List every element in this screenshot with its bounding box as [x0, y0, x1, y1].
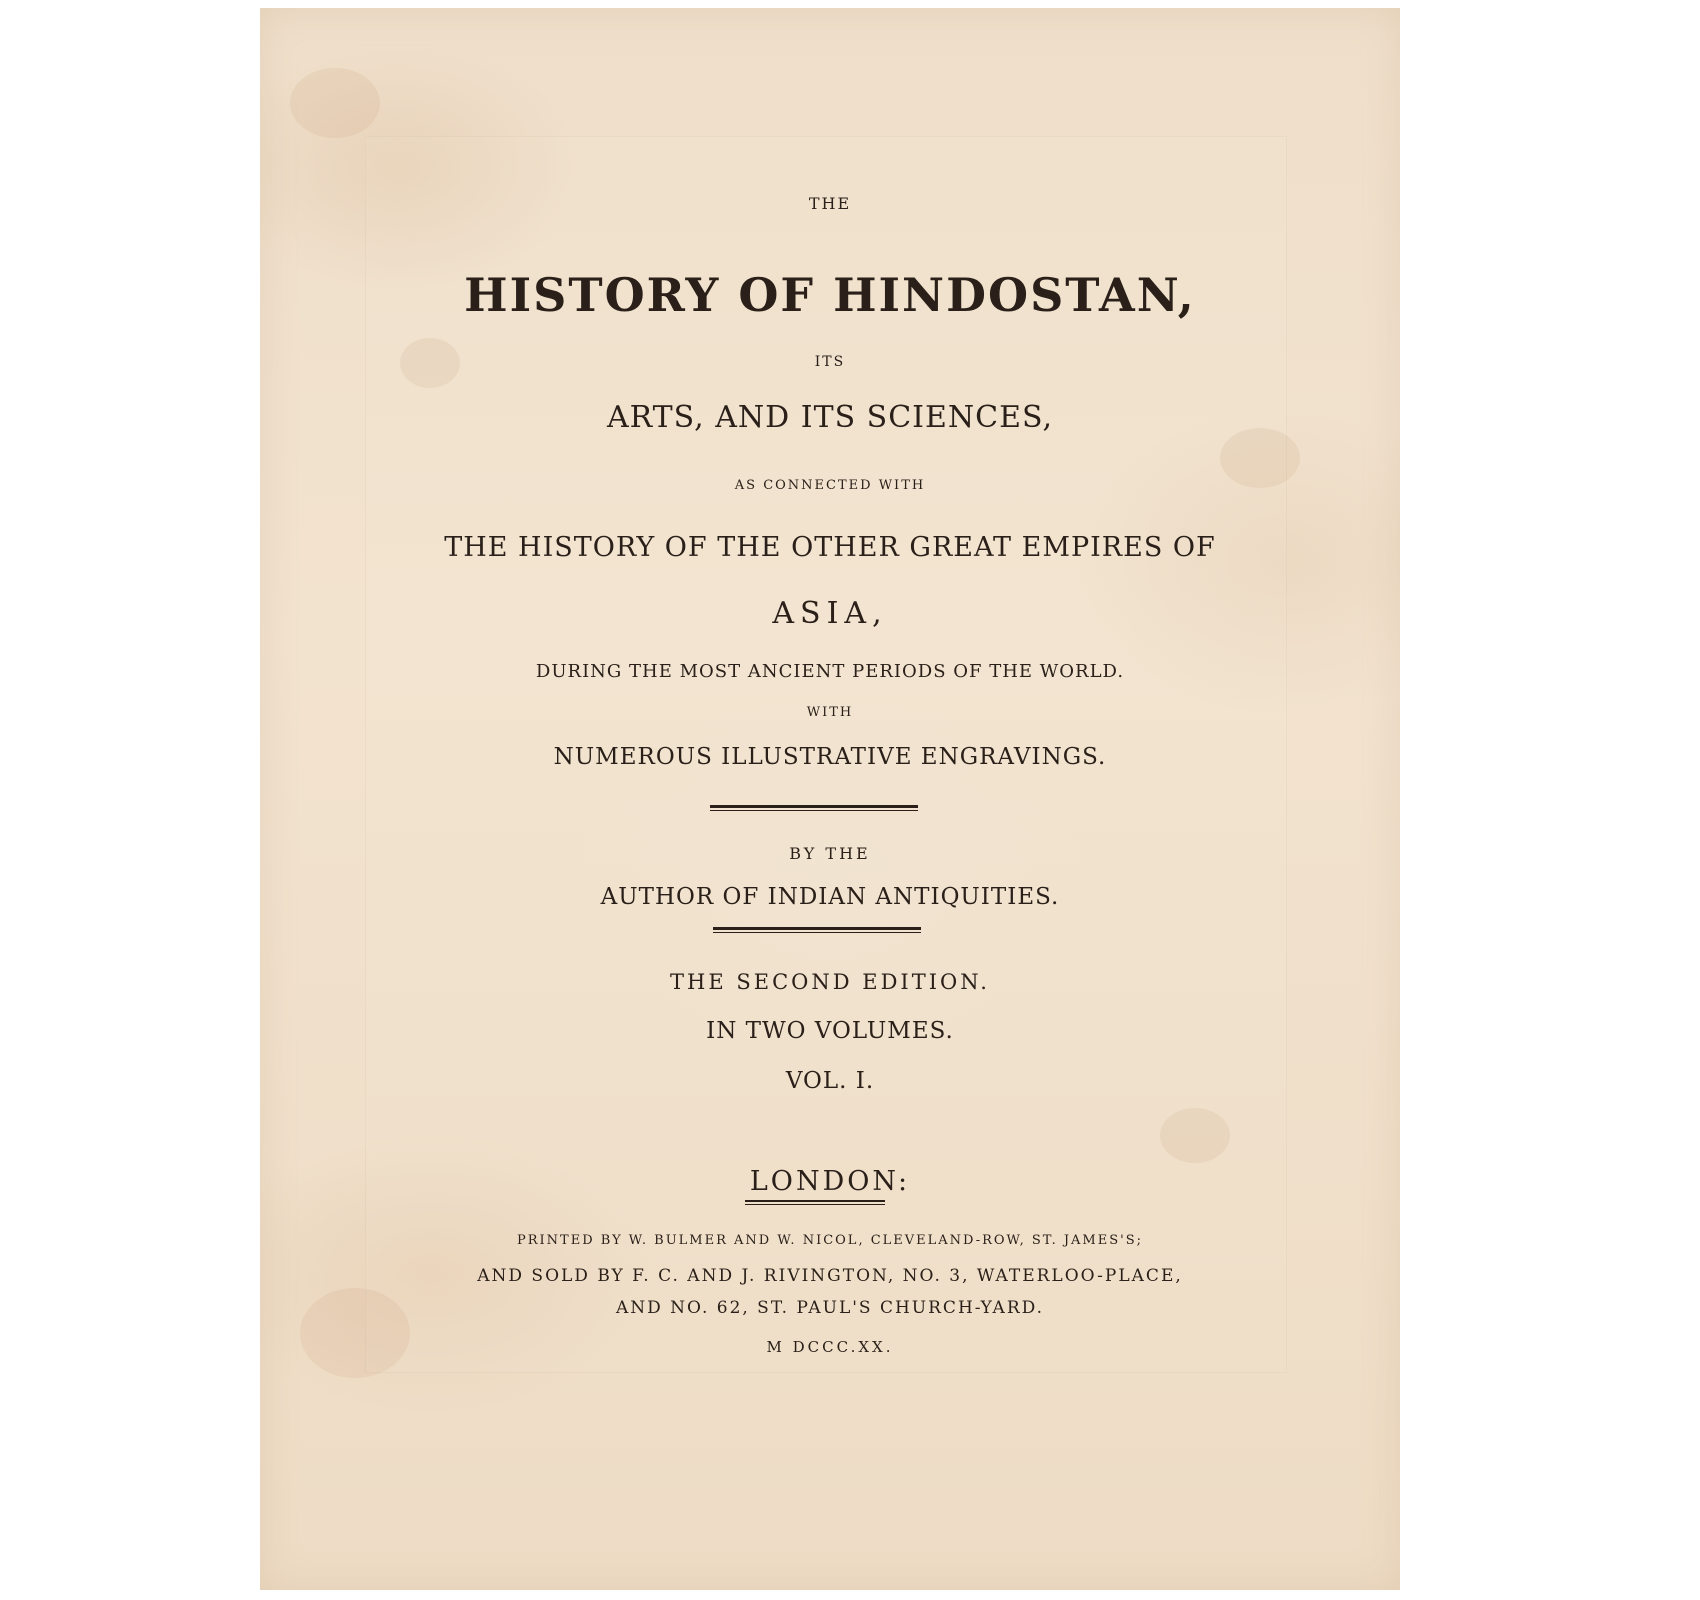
imprint-rule: [745, 1199, 885, 1205]
subtitle-periods: DURING THE MOST ANCIENT PERIODS OF THE WORLD.: [535, 661, 1125, 682]
main-title: HISTORY OF HINDOSTAN,: [464, 268, 1196, 322]
volumes-line: IN TWO VOLUMES.: [706, 1018, 954, 1044]
subtitle-arts-sciences: ARTS, AND ITS SCIENCES,: [606, 400, 1054, 435]
subtitle-other-empires: THE HISTORY OF THE OTHER GREAT EMPIRES OF: [444, 532, 1216, 563]
double-rule: [713, 927, 921, 933]
volume-number: VOL. I.: [785, 1068, 875, 1094]
title-connector-with: WITH: [806, 705, 854, 720]
foxing-stain: [1160, 1108, 1230, 1163]
edition-line: THE SECOND EDITION.: [670, 970, 990, 994]
title-connector-connected: AS CONNECTED WITH: [734, 478, 926, 493]
printer-line: PRINTED BY W. BULMER AND W. NICOL, CLEVELAND-ROW, ST. JAMES'S;: [517, 1233, 1143, 1248]
foxing-stain: [290, 68, 380, 138]
byline-connector: BY THE: [789, 844, 871, 863]
title-connector-its: ITS: [814, 354, 846, 370]
imprint-place: LONDON:: [749, 1166, 911, 1197]
subtitle-asia: ASIA,: [772, 596, 888, 631]
subtitle-engravings: NUMEROUS ILLUSTRATIVE ENGRAVINGS.: [553, 744, 1107, 770]
double-rule: [710, 805, 918, 811]
bookseller-line: AND SOLD BY F. C. AND J. RIVINGTON, NO. 3, WATERLOO-PLACE,: [477, 1266, 1183, 1286]
imprint-date: M DCCC.XX.: [766, 1338, 894, 1356]
title-page: [260, 8, 1400, 1590]
author-line: AUTHOR OF INDIAN ANTIQUITIES.: [600, 884, 1060, 910]
title-article: THE: [808, 194, 852, 213]
bookseller-address: AND NO. 62, ST. PAUL'S CHURCH-YARD.: [615, 1298, 1045, 1318]
